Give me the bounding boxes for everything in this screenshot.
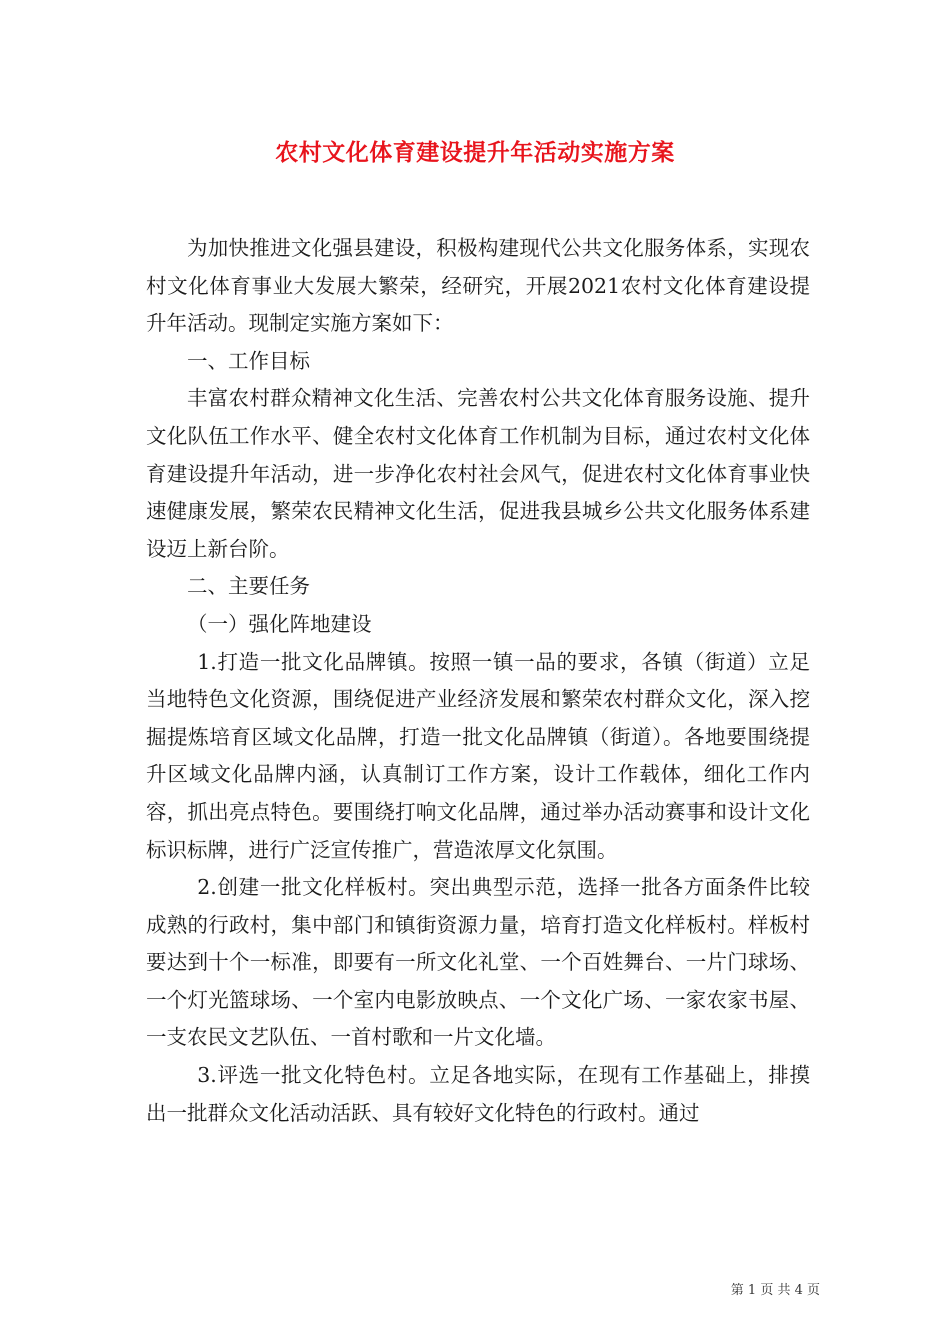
page-number-footer: 第 1 页 共 4 页 bbox=[730, 1283, 820, 1298]
intro-paragraph: 为加快推进文化强县建设，积极构建现代公共文化服务体系，实现农村文化体育事业大发展大繁荣，经研究，开展2021农村文化体育建设提升年活动。现制定实施方案如下： bbox=[146, 236, 810, 336]
document-body bbox=[146, 230, 810, 1132]
goals-paragraph: 丰富农村群众精神文化生活、完善农村公共文化体育服务设施、提升文化队伍工作水平、健全农村文化体育工作机制为目标，通过农村文化体育建设提升年活动，进一步净化农村社会风气，促进农村文化体育事业快速健康发展，繁荣农民精神文化生活，促进我县城乡公共文化服务体系建设迈上新台阶。 bbox=[146, 386, 810, 561]
task-paragraph-3: 3.评选一批文化特色村。立足各地实际，在现有工作基础上，排摸出一批群众文化活动活跃、具有较好文化特色的行政村。通过 bbox=[146, 1063, 810, 1125]
section-heading-goals: 一、工作目标 bbox=[187, 348, 310, 373]
task-paragraph-2: 2.创建一批文化样板村。突出典型示范，选择一批各方面条件比较成熟的行政村，集中部门和镇街资源力量，培育打造文化样板村。样板村要达到十个一标准，即要有一所文化礼堂、一个百姓舞台、一片门球场、一个灯光篮球场、一个室内电影放映点、一个文化广场、一家农家书屋、一支农民文艺队伍、一首村歌和一片文化墙。 bbox=[146, 875, 810, 1050]
subsection-heading-1: （一）强化阵地建设 bbox=[187, 611, 372, 636]
task-paragraph-1: 1.打造一批文化品牌镇。按照一镇一品的要求，各镇（街道）立足当地特色文化资源，围绕促进产业经济发展和繁荣农村群众文化，深入挖掘提炼培育区域文化品牌，打造一批文化品牌镇（街道）。各地要围绕提升区域文化品牌内涵，认真制订工作方案，设计工作载体，细化工作内容，抓出亮点特色。要围绕打响文化品牌，通过举办活动赛事和设计文化标识标牌，进行广泛宣传推广，营造浓厚文化氛围。 bbox=[146, 649, 810, 862]
document-title: 农村文化体育建设提升年活动实施方案 bbox=[275, 139, 675, 166]
section-heading-tasks: 二、主要任务 bbox=[187, 574, 310, 599]
